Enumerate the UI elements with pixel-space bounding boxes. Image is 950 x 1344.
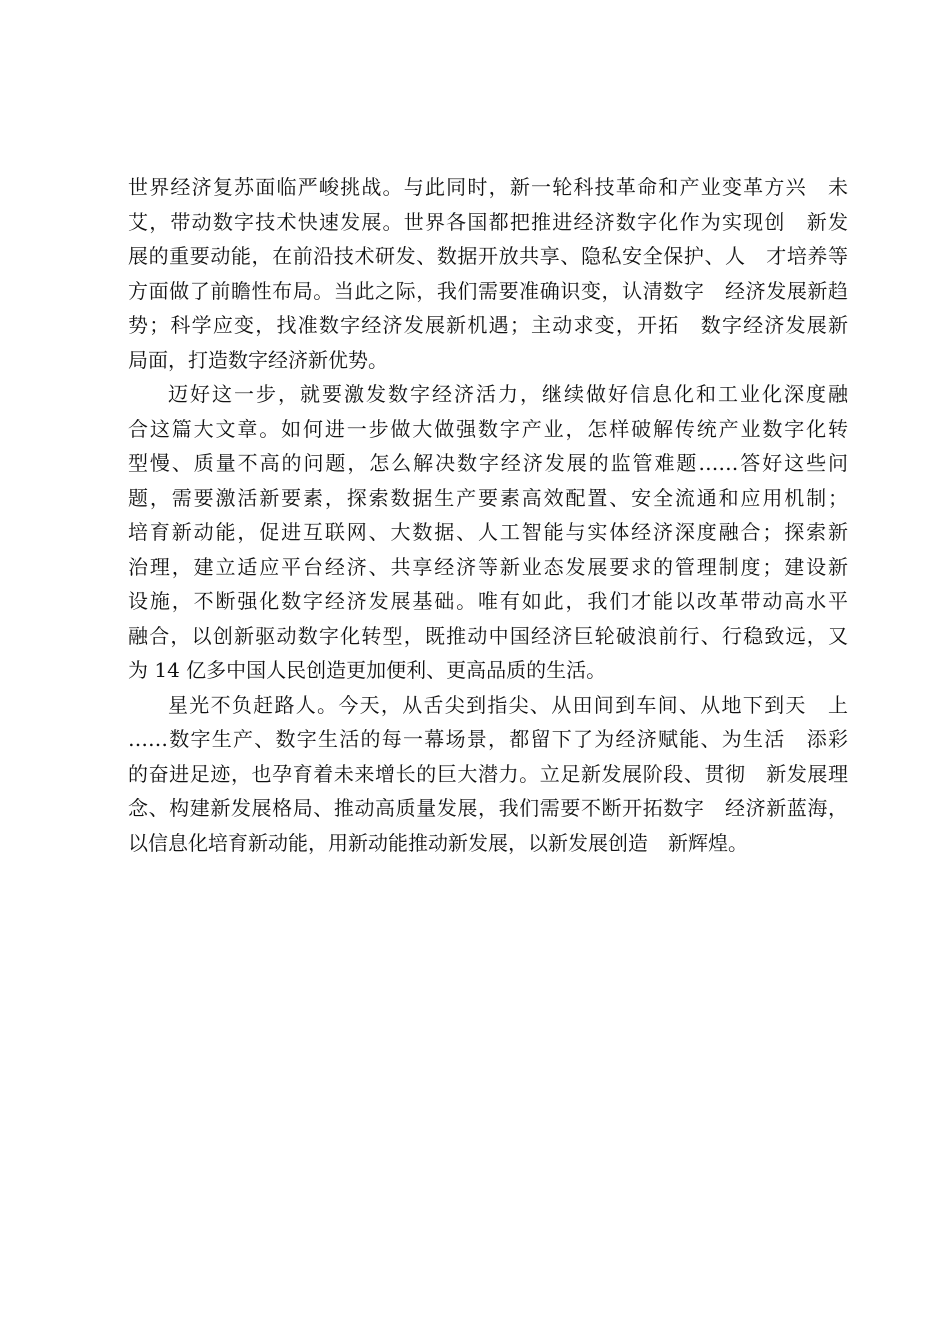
text-line: 迈好这一步，就要激发数字经济活力，继续做好信息化和工业化深度融 [168,382,848,406]
text-line: 世界经济复苏面临严峻挑战。与此同时，新一轮科技革命和产业变革方兴 未 [128,175,848,199]
text-line: 为 14 亿多中国人民创造更加便利、更高品质的生活。 [128,658,607,682]
text-line: 势；科学应变，找准数字经济发展新机遇；主动求变，开拓 数字经济发展新 [128,313,848,337]
text-line: ……数字生产、数字生活的每一幕场景，都留下了为经济赋能、为生活 添彩 [128,727,848,751]
text-line: 展的重要动能，在前沿技术研发、数据开放共享、隐私安全保护、人 才培养等 [128,244,848,268]
text-line: 设施，不断强化数字经济发展基础。唯有如此，我们才能以改革带动高水平 [128,589,848,613]
text-line: 培育新动能，促进互联网、大数据、人工智能与实体经济深度融合；探索新 [128,520,848,544]
text-line: 合这篇大文章。如何进一步做大做强数字产业，怎样破解传统产业数字化转 [128,416,848,441]
text-line: 念、构建新发展格局、推动高质量发展，我们需要不断开拓数字 经济新蓝海， [128,796,848,820]
text-line: 局面，打造数字经济新优势。 [128,347,388,372]
paragraph-2 [128,377,848,688]
text-line: 型慢、质量不高的问题，怎么解决数字经济发展的监管难题……答好这些问 [128,451,848,475]
text-line: 题，需要激活新要素，探索数据生产要素高效配置、安全流通和应用机制； [128,485,848,510]
text-line: 治理，建立适应平台经济、共享经济等新业态发展要求的管理制度；建设新 [128,554,848,579]
text-line: 艾，带动数字技术快速发展。世界各国都把推进经济数字化作为实现创 新发 [128,209,848,234]
paragraph-1 [128,170,848,377]
text-line: 的奋进足迹，也孕育着未来增长的巨大潜力。立足新发展阶段、贯彻 新发展理 [128,761,848,786]
paragraph-3 [128,688,848,861]
text-line: 融合，以创新驱动数字化转型，既推动中国经济巨轮破浪前行、行稳致远，又 [128,623,848,648]
text-line: 星光不负赶路人。今天，从舌尖到指尖、从田间到车间、从地下到天 上 [168,692,848,717]
text-line: 以信息化培育新动能，用新动能推动新发展，以新发展创造 新辉煌。 [128,830,748,855]
document-body [128,170,848,860]
text-line: 方面做了前瞻性布局。当此之际，我们需要准确识变，认清数字 经济发展新趋 [128,278,848,303]
